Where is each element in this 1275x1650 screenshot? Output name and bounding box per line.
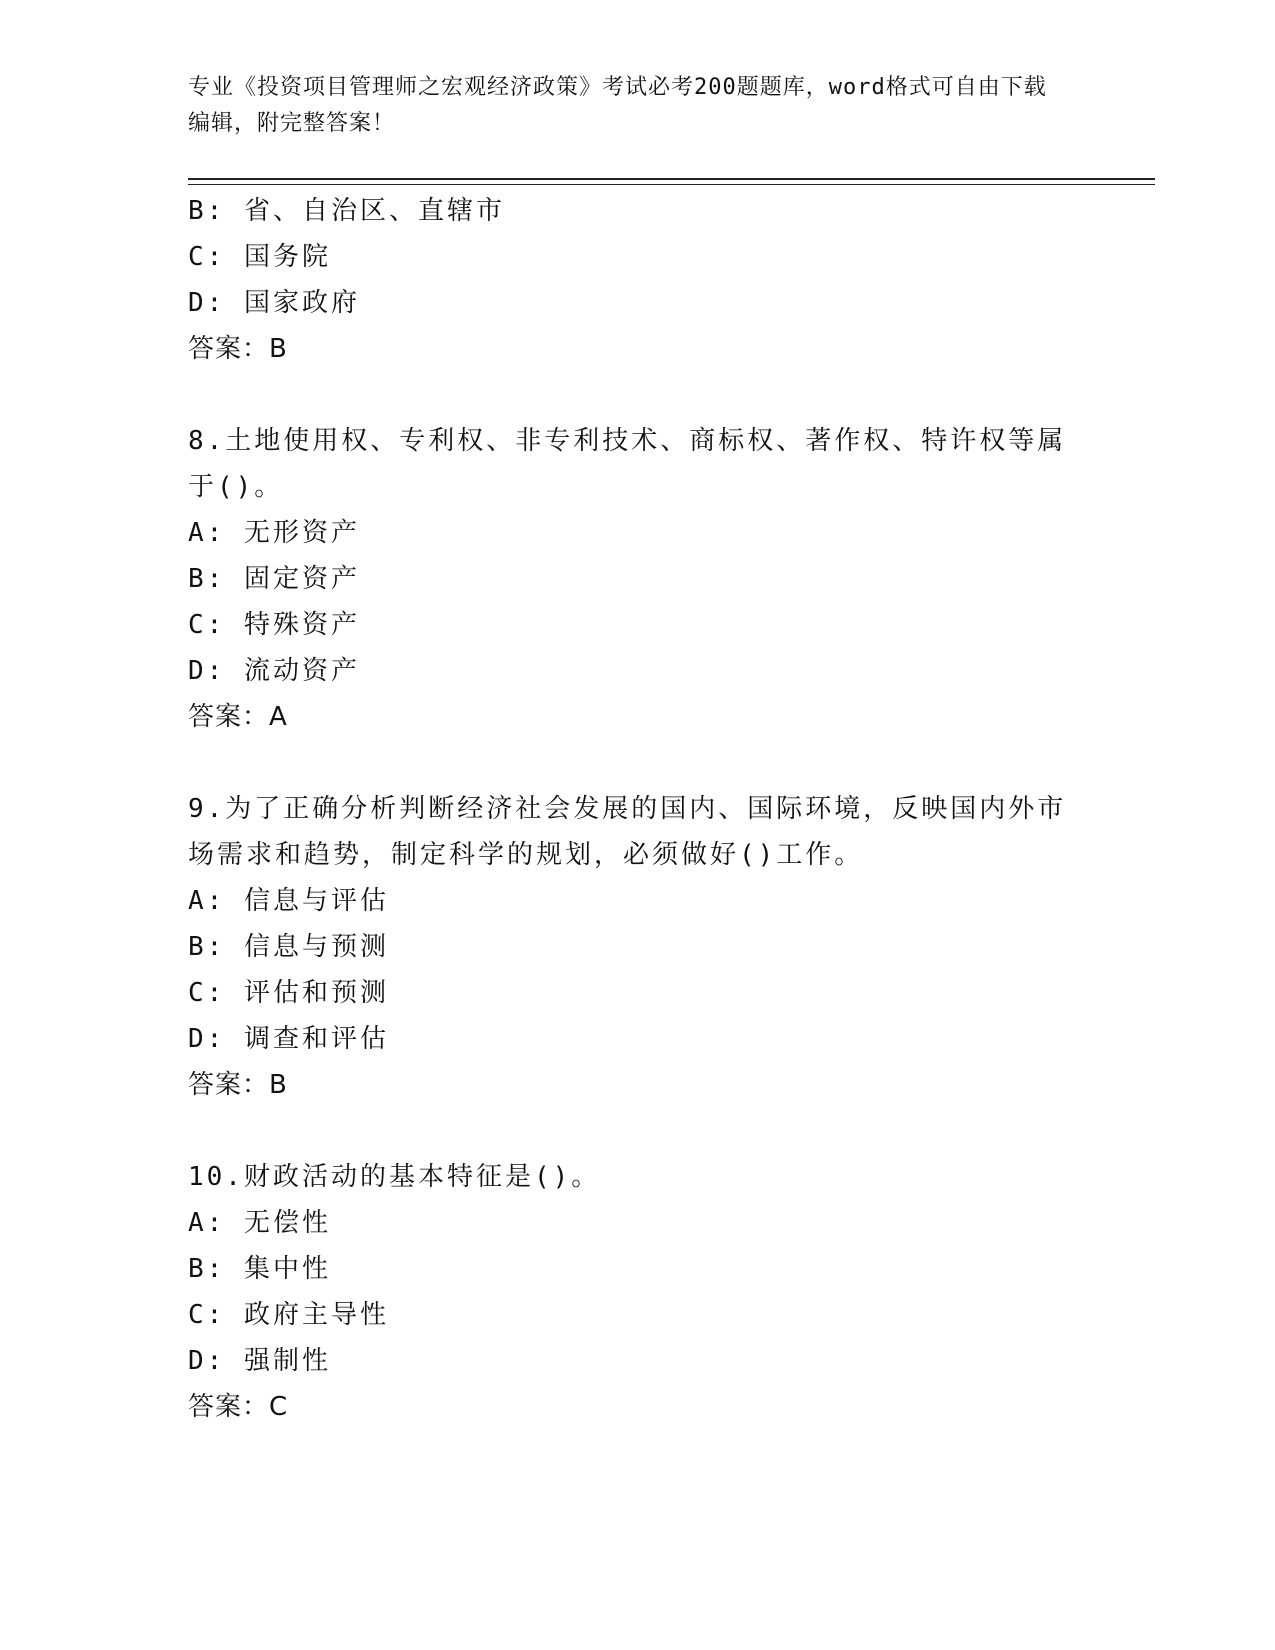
- header-divider-thick: [188, 178, 1155, 180]
- option-d: D: 强制性: [188, 1346, 331, 1376]
- option-c: C: 特殊资产: [188, 610, 360, 640]
- option-b: B: 省、自治区、直辖市: [188, 196, 505, 226]
- question-7-partial: [188, 188, 1088, 372]
- option-c: C: 评估和预测: [188, 978, 389, 1008]
- spacer: [188, 1108, 1088, 1154]
- answer-line: 答案：A: [188, 702, 288, 732]
- option-c: C: 政府主导性: [188, 1300, 389, 1330]
- question-10: [188, 1154, 1088, 1430]
- option-b: B: 信息与预测: [188, 932, 389, 962]
- option-b: B: 固定资产: [188, 564, 360, 594]
- answer-line: 答案：C: [188, 1392, 289, 1422]
- option-a: A: 信息与评估: [188, 886, 389, 916]
- option-a: A: 无偿性: [188, 1208, 331, 1238]
- question-8: [188, 418, 1088, 740]
- question-text: 9.为了正确分析判断经济社会发展的国内、国际环境，反映国内外市场需求和趋势，制定科学的规划，必须做好()工作。: [188, 794, 1067, 870]
- question-list: [188, 188, 1088, 1430]
- answer-line: 答案：B: [188, 334, 288, 364]
- option-d: D: 流动资产: [188, 656, 360, 686]
- question-9: [188, 786, 1088, 1108]
- option-b: B: 集中性: [188, 1254, 331, 1284]
- option-c: C: 国务院: [188, 242, 331, 272]
- spacer: [188, 740, 1088, 786]
- option-a: A: 无形资产: [188, 518, 360, 548]
- document-header: 专业《投资项目管理师之宏观经济政策》考试必考200题题库，word格式可自由下载编辑，附完整答案！: [188, 75, 1047, 136]
- option-d: D: 国家政府: [188, 288, 360, 318]
- question-text: 8.土地使用权、专利权、非专利技术、商标权、著作权、特许权等属于()。: [188, 426, 1067, 502]
- answer-line: 答案：B: [188, 1070, 288, 1100]
- option-d: D: 调查和评估: [188, 1024, 389, 1054]
- header-divider-thin: [188, 184, 1155, 185]
- spacer: [188, 372, 1088, 418]
- question-text: 10.财政活动的基本特征是()。: [188, 1162, 601, 1192]
